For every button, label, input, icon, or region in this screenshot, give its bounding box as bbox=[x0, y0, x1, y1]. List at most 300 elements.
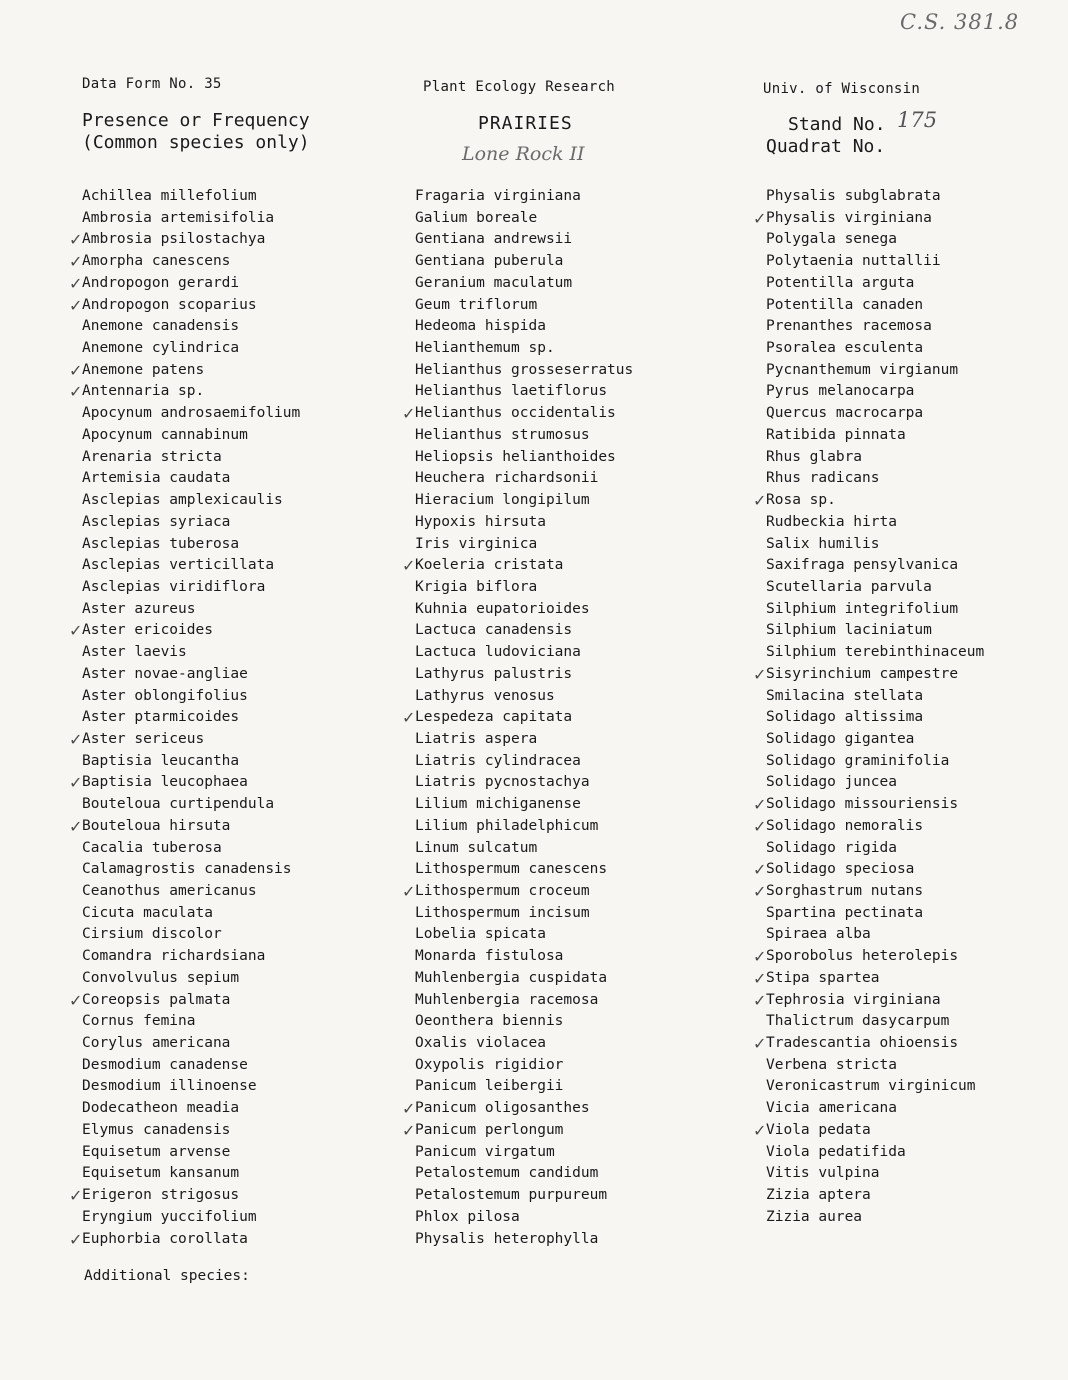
species-name: Sisyrinchium campestre bbox=[766, 665, 959, 682]
species-name: Sorghastrum nutans bbox=[766, 883, 924, 899]
checkmark-icon: ✓ bbox=[402, 882, 416, 901]
species-row bbox=[766, 838, 1056, 860]
species-name: Silphium integrifolium bbox=[766, 600, 959, 617]
species-name: Cirsium discolor bbox=[82, 926, 222, 943]
faint-bleed-through-marks bbox=[815, 1258, 895, 1284]
species-row bbox=[82, 968, 412, 990]
stand-value-handwritten: 175 bbox=[897, 108, 938, 132]
species-row bbox=[766, 1207, 1056, 1229]
species-name: Bouteloua curtipendula bbox=[82, 796, 275, 813]
species-row bbox=[766, 273, 1056, 295]
species-row bbox=[415, 729, 745, 751]
species-name: Physalis subglabrata bbox=[766, 188, 941, 204]
species-name: Veronicastrum virginicum bbox=[766, 1078, 976, 1095]
species-row bbox=[402, 881, 745, 903]
checkmark-icon: ✓ bbox=[69, 360, 83, 380]
species-row bbox=[82, 1098, 412, 1120]
species-name: Oeonthera biennis bbox=[415, 1013, 564, 1030]
species-row bbox=[82, 1011, 412, 1033]
species-row bbox=[415, 273, 745, 295]
species-name: Rosa sp. bbox=[766, 492, 836, 509]
species-name: Muhlenbergia cuspidata bbox=[415, 969, 608, 986]
species-row bbox=[415, 208, 745, 230]
species-row bbox=[402, 1098, 745, 1120]
species-row bbox=[766, 620, 1056, 642]
species-name: Lespedeza capitata bbox=[415, 709, 573, 726]
species-name: Lathyrus venosus bbox=[415, 687, 555, 704]
species-row bbox=[82, 425, 412, 447]
species-row bbox=[415, 751, 745, 773]
species-name: Solidago altissima bbox=[766, 709, 924, 726]
species-row bbox=[415, 903, 745, 925]
species-name: Muhlenbergia racemosa bbox=[415, 991, 599, 1008]
species-row bbox=[82, 1207, 412, 1229]
species-row bbox=[766, 686, 1056, 708]
species-row bbox=[82, 664, 412, 686]
species-row bbox=[82, 512, 412, 534]
species-row bbox=[766, 512, 1056, 534]
species-row bbox=[415, 794, 745, 816]
species-name: Ceanothus americanus bbox=[82, 883, 257, 899]
checkmark-icon: ✓ bbox=[69, 990, 83, 1010]
checkmark-icon: ✓ bbox=[753, 860, 767, 880]
checkmark-icon: ✓ bbox=[69, 382, 83, 402]
species-name: Solidago missouriensis bbox=[766, 796, 959, 813]
species-name: Gentiana puberula bbox=[415, 253, 564, 270]
species-row bbox=[415, 838, 745, 860]
species-row bbox=[753, 990, 1056, 1012]
species-row bbox=[82, 316, 412, 338]
species-name: Asclepias verticillata bbox=[82, 557, 275, 574]
species-row bbox=[69, 295, 412, 317]
species-name: Lithospermum canescens bbox=[415, 861, 608, 878]
species-name: Geranium maculatum bbox=[415, 274, 573, 291]
species-row bbox=[415, 772, 745, 794]
checkmark-icon: ✓ bbox=[753, 947, 767, 967]
species-name: Solidago gigantea bbox=[766, 730, 915, 747]
species-row bbox=[766, 903, 1056, 925]
species-name: Potentilla canaden bbox=[766, 296, 924, 313]
species-name: Dodecatheon meadia bbox=[82, 1100, 240, 1117]
species-row bbox=[415, 251, 745, 273]
species-column-3 bbox=[753, 186, 1056, 1229]
checkmark-icon: ✓ bbox=[753, 1034, 767, 1054]
species-name: Phlox pilosa bbox=[415, 1208, 520, 1225]
species-row bbox=[766, 642, 1056, 664]
species-name: Erigeron strigosus bbox=[82, 1187, 240, 1204]
species-name: Pycnanthemum virgianum bbox=[766, 361, 959, 378]
species-row bbox=[415, 468, 745, 490]
species-row bbox=[415, 425, 745, 447]
species-row bbox=[415, 968, 745, 990]
species-name: Aster novae-angliae bbox=[82, 665, 248, 682]
species-row bbox=[753, 946, 1056, 968]
species-name: Petalostemum purpureum bbox=[415, 1187, 608, 1204]
species-name: Comandra richardsiana bbox=[82, 948, 266, 965]
checkmark-icon: ✓ bbox=[753, 664, 767, 684]
species-row bbox=[415, 1033, 745, 1055]
species-name: Andropogon gerardi bbox=[82, 274, 240, 291]
species-name: Baptisia leucophaea bbox=[82, 774, 248, 791]
species-name: Lilium philadelphicum bbox=[415, 817, 599, 834]
checkmark-icon: ✓ bbox=[402, 404, 416, 424]
species-row bbox=[766, 1098, 1056, 1120]
species-name: Baptisia leucantha bbox=[82, 752, 240, 769]
species-name: Eryngium yuccifolium bbox=[82, 1208, 257, 1225]
species-row bbox=[415, 686, 745, 708]
species-name: Krigia biflora bbox=[415, 578, 538, 595]
species-row bbox=[753, 816, 1056, 838]
species-name: Hedeoma hispida bbox=[415, 318, 546, 335]
species-name: Arenaria stricta bbox=[82, 448, 222, 465]
species-row bbox=[753, 794, 1056, 816]
checkmark-icon: ✓ bbox=[402, 708, 416, 728]
species-row bbox=[415, 338, 745, 360]
species-row bbox=[753, 208, 1056, 230]
species-row bbox=[766, 924, 1056, 946]
species-name: Polygala senega bbox=[766, 231, 897, 248]
species-row bbox=[766, 599, 1056, 621]
species-row bbox=[415, 381, 745, 403]
species-name: Helianthus strumosus bbox=[415, 426, 590, 443]
species-name: Ambrosia artemisifolia bbox=[82, 209, 275, 226]
species-name: Panicum perlongum bbox=[415, 1121, 564, 1138]
species-row bbox=[82, 751, 412, 773]
species-name: Asclepias tuberosa bbox=[82, 535, 240, 552]
species-row bbox=[415, 229, 745, 251]
species-row bbox=[766, 338, 1056, 360]
species-name: Prenanthes racemosa bbox=[766, 318, 932, 335]
quadrat-label: Quadrat No. bbox=[766, 136, 886, 157]
species-name: Equisetum arvense bbox=[82, 1143, 231, 1160]
species-row bbox=[766, 729, 1056, 751]
species-row bbox=[766, 1076, 1056, 1098]
species-name: Sporobolus heterolepis bbox=[766, 948, 959, 965]
checkmark-icon: ✓ bbox=[69, 295, 83, 315]
species-row bbox=[766, 1055, 1056, 1077]
species-row bbox=[82, 924, 412, 946]
checkmark-icon: ✓ bbox=[69, 273, 83, 293]
checkmark-icon: ✓ bbox=[753, 1120, 767, 1140]
species-row bbox=[415, 990, 745, 1012]
species-row bbox=[415, 490, 745, 512]
species-name: Gentiana andrewsii bbox=[415, 231, 573, 248]
species-name: Galium boreale bbox=[415, 209, 538, 226]
species-name: Linum sulcatum bbox=[415, 839, 538, 856]
species-row bbox=[766, 360, 1056, 382]
species-name: Physalis virginiana bbox=[766, 209, 932, 226]
site-name-handwritten: Lone Rock II bbox=[462, 143, 585, 165]
species-row bbox=[69, 273, 412, 295]
annotation-catalog-number: C.S. 381.8 bbox=[900, 10, 1020, 34]
university: Univ. of Wisconsin bbox=[763, 81, 921, 97]
species-name: Vitis vulpina bbox=[766, 1165, 880, 1182]
species-row bbox=[402, 707, 745, 729]
species-row bbox=[766, 403, 1056, 425]
species-name: Anemone cylindrica bbox=[82, 340, 240, 357]
species-row bbox=[753, 664, 1056, 686]
species-name: Helianthus laetiflorus bbox=[415, 383, 608, 400]
species-name: Asclepias syriaca bbox=[82, 513, 231, 530]
species-row bbox=[69, 729, 412, 751]
species-row bbox=[766, 534, 1056, 556]
species-name: Polytaenia nuttallii bbox=[766, 253, 941, 270]
species-row bbox=[415, 620, 745, 642]
species-row bbox=[766, 577, 1056, 599]
species-row bbox=[753, 881, 1056, 903]
species-name: Physalis heterophylla bbox=[415, 1230, 599, 1247]
species-name: Viola pedatifida bbox=[766, 1143, 906, 1160]
species-row bbox=[415, 316, 745, 338]
species-row bbox=[415, 577, 745, 599]
species-name: Spartina pectinata bbox=[766, 904, 924, 921]
species-name: Apocynum cannabinum bbox=[82, 426, 248, 443]
species-row bbox=[753, 1120, 1056, 1142]
species-name: Spiraea alba bbox=[766, 926, 871, 943]
species-name: Oxypolis rigidior bbox=[415, 1056, 564, 1073]
species-name: Solidago nemoralis bbox=[766, 817, 924, 834]
species-row bbox=[82, 577, 412, 599]
species-name: Thalictrum dasycarpum bbox=[766, 1013, 950, 1030]
species-row bbox=[82, 338, 412, 360]
species-row bbox=[415, 512, 745, 534]
species-row bbox=[82, 794, 412, 816]
species-name: Rudbeckia hirta bbox=[766, 513, 897, 530]
species-name: Rhus radicans bbox=[766, 470, 880, 487]
species-row bbox=[82, 881, 412, 903]
species-name: Apocynum androsaemifolium bbox=[82, 405, 301, 422]
species-row bbox=[82, 186, 412, 208]
species-name: Corylus americana bbox=[82, 1035, 231, 1052]
species-name: Helianthus occidentalis bbox=[415, 405, 616, 422]
species-name: Aster ptarmicoides bbox=[82, 709, 240, 726]
species-name: Solidago graminifolia bbox=[766, 752, 950, 769]
species-name: Verbena stricta bbox=[766, 1056, 897, 1073]
species-name: Calamagrostis canadensis bbox=[82, 861, 292, 878]
species-name: Quercus macrocarpa bbox=[766, 405, 924, 422]
species-row bbox=[415, 534, 745, 556]
species-name: Iris virginica bbox=[415, 535, 538, 552]
species-name: Zizia aptera bbox=[766, 1187, 871, 1204]
species-row bbox=[415, 1229, 745, 1251]
species-name: Heuchera richardsonii bbox=[415, 470, 599, 487]
checkmark-icon: ✓ bbox=[753, 795, 767, 815]
species-row bbox=[69, 1229, 412, 1251]
checkmark-icon: ✓ bbox=[69, 1186, 83, 1206]
species-name: Silphium terebinthinaceum bbox=[766, 644, 985, 661]
species-name: Cicuta maculata bbox=[82, 904, 213, 921]
species-name: Lathyrus palustris bbox=[415, 665, 573, 682]
species-row bbox=[415, 1185, 745, 1207]
form-subtitle-line2: (Common species only) bbox=[82, 132, 310, 153]
species-row bbox=[415, 859, 745, 881]
species-row bbox=[753, 490, 1056, 512]
species-name: Ratibida pinnata bbox=[766, 426, 906, 443]
species-name: Vicia americana bbox=[766, 1100, 897, 1117]
checkmark-icon: ✓ bbox=[753, 491, 767, 511]
checkmark-icon: ✓ bbox=[753, 968, 767, 988]
species-row bbox=[402, 1120, 745, 1142]
species-name: Anemone canadensis bbox=[82, 318, 240, 335]
species-name: Oxalis violacea bbox=[415, 1035, 546, 1052]
species-name: Cornus femina bbox=[82, 1013, 196, 1030]
species-row bbox=[766, 1185, 1056, 1207]
species-row bbox=[415, 946, 745, 968]
species-row bbox=[766, 251, 1056, 273]
species-row bbox=[69, 251, 412, 273]
species-row bbox=[82, 838, 412, 860]
species-row bbox=[82, 1163, 412, 1185]
species-name: Helianthus grosseserratus bbox=[415, 361, 634, 378]
species-row bbox=[82, 1055, 412, 1077]
species-row bbox=[415, 816, 745, 838]
species-row bbox=[82, 403, 412, 425]
species-row bbox=[82, 1033, 412, 1055]
additional-species-label: Additional species: bbox=[84, 1268, 250, 1284]
species-row bbox=[82, 490, 412, 512]
species-name: Kuhnia eupatorioides bbox=[415, 600, 590, 617]
species-name: Hypoxis hirsuta bbox=[415, 513, 546, 530]
species-row bbox=[415, 599, 745, 621]
form-subtitle-line1: Presence or Frequency bbox=[82, 110, 310, 131]
species-row bbox=[69, 229, 412, 251]
checkmark-icon: ✓ bbox=[753, 208, 767, 228]
checkmark-icon: ✓ bbox=[402, 1120, 416, 1140]
species-name: Aster azureus bbox=[82, 600, 196, 617]
species-name: Asclepias viridiflora bbox=[82, 578, 266, 595]
species-row bbox=[415, 1055, 745, 1077]
species-name: Heliopsis helianthoides bbox=[415, 448, 616, 465]
species-name: Ambrosia psilostachya bbox=[82, 231, 266, 248]
checkmark-icon: ✓ bbox=[69, 729, 83, 749]
species-row bbox=[753, 968, 1056, 990]
species-row bbox=[69, 620, 412, 642]
species-row bbox=[69, 990, 412, 1012]
species-row bbox=[415, 924, 745, 946]
species-name: Lithospermum incisum bbox=[415, 904, 590, 921]
species-row bbox=[402, 555, 745, 577]
species-name: Lithospermum croceum bbox=[415, 883, 590, 899]
species-row bbox=[415, 1011, 745, 1033]
species-name: Solidago speciosa bbox=[766, 861, 915, 878]
species-name: Panicum oligosanthes bbox=[415, 1100, 590, 1117]
species-name: Antennaria sp. bbox=[82, 383, 205, 400]
species-row bbox=[82, 1076, 412, 1098]
species-name: Elymus canadensis bbox=[82, 1121, 231, 1138]
species-name: Amorpha canescens bbox=[82, 253, 231, 270]
species-row bbox=[766, 772, 1056, 794]
species-row bbox=[766, 1163, 1056, 1185]
checkmark-icon: ✓ bbox=[69, 230, 83, 250]
species-name: Andropogon scoparius bbox=[82, 296, 257, 313]
species-name: Asclepias amplexicaulis bbox=[82, 492, 283, 509]
species-name: Lobelia spicata bbox=[415, 926, 546, 943]
species-name: Silphium laciniatum bbox=[766, 622, 932, 639]
species-row bbox=[766, 468, 1056, 490]
species-row bbox=[766, 751, 1056, 773]
species-row bbox=[415, 642, 745, 664]
species-name: Salix humilis bbox=[766, 535, 880, 552]
species-name: Lilium michiganense bbox=[415, 796, 581, 813]
species-name: Cacalia tuberosa bbox=[82, 839, 222, 856]
species-name: Aster laevis bbox=[82, 644, 187, 661]
species-row bbox=[766, 425, 1056, 447]
species-name: Viola pedata bbox=[766, 1121, 871, 1138]
species-row bbox=[753, 859, 1056, 881]
species-row bbox=[82, 447, 412, 469]
checkmark-icon: ✓ bbox=[753, 990, 767, 1010]
species-row bbox=[766, 707, 1056, 729]
species-row bbox=[82, 599, 412, 621]
checkmark-icon: ✓ bbox=[69, 773, 83, 793]
species-name: Koeleria cristata bbox=[415, 557, 564, 574]
species-name: Petalostemum candidum bbox=[415, 1165, 599, 1182]
species-name: Scutellaria parvula bbox=[766, 578, 932, 595]
species-row bbox=[415, 295, 745, 317]
species-row bbox=[82, 903, 412, 925]
species-row bbox=[82, 208, 412, 230]
checkmark-icon: ✓ bbox=[402, 1099, 416, 1119]
species-name: Lactuca canadensis bbox=[415, 622, 573, 639]
species-name: Smilacina stellata bbox=[766, 687, 924, 704]
species-name: Aster oblongifolius bbox=[82, 687, 248, 704]
species-row bbox=[82, 642, 412, 664]
species-name: Panicum virgatum bbox=[415, 1143, 555, 1160]
species-name: Zizia aurea bbox=[766, 1208, 863, 1225]
species-row bbox=[766, 295, 1056, 317]
checkmark-icon: ✓ bbox=[69, 252, 83, 272]
species-row bbox=[69, 381, 412, 403]
checkmark-icon: ✓ bbox=[753, 816, 767, 836]
species-row bbox=[766, 316, 1056, 338]
form-number: Data Form No. 35 bbox=[82, 76, 222, 92]
species-row bbox=[753, 1033, 1056, 1055]
species-name: Liatris pycnostachya bbox=[415, 774, 590, 791]
species-row bbox=[82, 859, 412, 881]
species-row bbox=[766, 1011, 1056, 1033]
species-row bbox=[82, 1120, 412, 1142]
species-row bbox=[82, 707, 412, 729]
species-row bbox=[69, 816, 412, 838]
species-name: Saxifraga pensylvanica bbox=[766, 557, 959, 574]
species-row bbox=[82, 468, 412, 490]
species-name: Lactuca ludoviciana bbox=[415, 644, 581, 661]
species-name: Achillea millefolium bbox=[82, 188, 257, 204]
checkmark-icon: ✓ bbox=[69, 1229, 83, 1249]
species-name: Helianthemum sp. bbox=[415, 340, 555, 357]
checkmark-icon: ✓ bbox=[753, 882, 767, 901]
species-name: Rhus glabra bbox=[766, 448, 863, 465]
species-name: Coreopsis palmata bbox=[82, 991, 231, 1008]
species-name: Solidago juncea bbox=[766, 774, 897, 791]
species-row bbox=[69, 1185, 412, 1207]
species-name: Pyrus melanocarpa bbox=[766, 383, 915, 400]
species-row bbox=[766, 1142, 1056, 1164]
species-row bbox=[415, 1207, 745, 1229]
checkmark-icon: ✓ bbox=[69, 621, 83, 641]
species-row bbox=[766, 447, 1056, 469]
species-row bbox=[415, 1142, 745, 1164]
species-name: Desmodium canadense bbox=[82, 1056, 248, 1073]
species-name: Tradescantia ohioensis bbox=[766, 1035, 959, 1052]
species-row bbox=[415, 1076, 745, 1098]
species-row bbox=[82, 534, 412, 556]
species-row bbox=[766, 381, 1056, 403]
species-name: Aster sericeus bbox=[82, 730, 205, 747]
species-row bbox=[415, 360, 745, 382]
species-row bbox=[415, 186, 745, 208]
species-name: Geum triflorum bbox=[415, 296, 538, 313]
